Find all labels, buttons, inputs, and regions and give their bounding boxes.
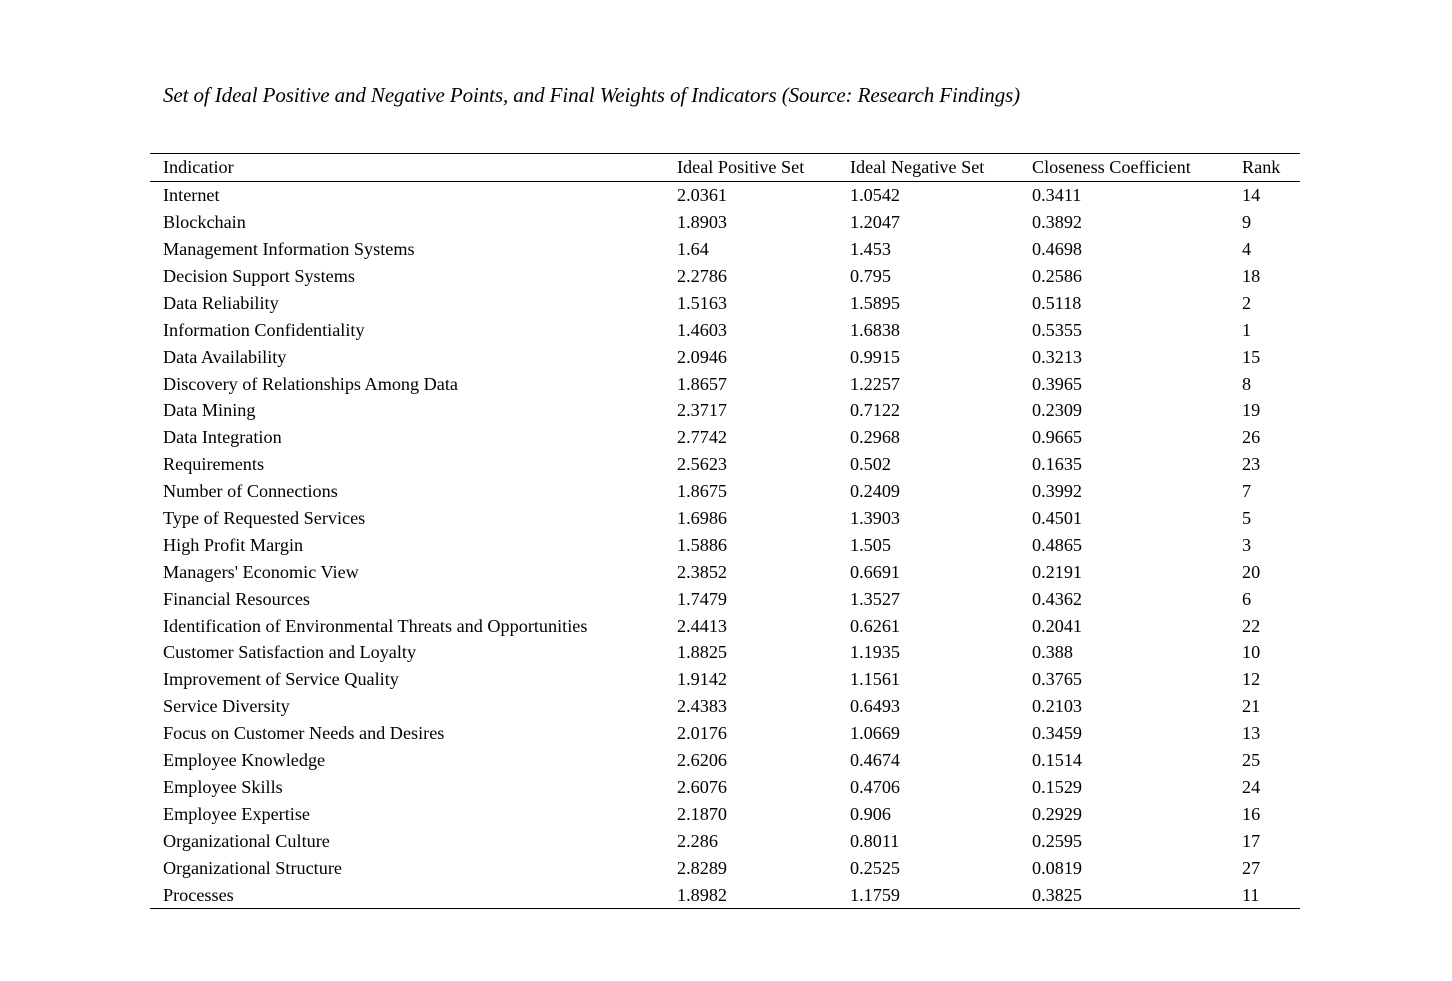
closeness-coefficient-cell: 0.3992 bbox=[1032, 481, 1083, 502]
closeness-coefficient-cell: 0.4362 bbox=[1032, 588, 1083, 609]
closeness-coefficient-cell: 0.3765 bbox=[1032, 669, 1083, 690]
indicator-cell: Data Integration bbox=[163, 427, 282, 448]
ideal-negative-cell: 0.8011 bbox=[850, 830, 900, 851]
ideal-positive-cell: 2.6206 bbox=[677, 750, 728, 771]
indicator-cell: Requirements bbox=[163, 454, 265, 475]
table-row bbox=[150, 424, 1300, 451]
closeness-coefficient-cell: 0.3825 bbox=[1032, 884, 1083, 905]
ideal-positive-cell: 2.5623 bbox=[677, 454, 728, 475]
closeness-coefficient-cell: 0.1529 bbox=[1032, 776, 1083, 797]
header-ideal-negative-set: Ideal Negative Set bbox=[850, 157, 985, 177]
closeness-coefficient-cell: 0.1635 bbox=[1032, 454, 1083, 475]
closeness-coefficient-cell: 0.4698 bbox=[1032, 239, 1083, 260]
closeness-coefficient-cell: 0.2191 bbox=[1032, 561, 1083, 582]
indicator-cell: Employee Knowledge bbox=[163, 750, 326, 771]
closeness-coefficient-cell: 0.3892 bbox=[1032, 212, 1083, 233]
rank-cell: 19 bbox=[1242, 400, 1261, 421]
indicator-cell: Blockchain bbox=[163, 212, 246, 233]
indicator-cell: Information Confidentiality bbox=[163, 319, 365, 340]
rank-cell: 27 bbox=[1242, 857, 1261, 878]
indicator-cell: Managers' Economic View bbox=[163, 561, 359, 582]
closeness-coefficient-cell: 0.2309 bbox=[1032, 400, 1083, 421]
ideal-negative-cell: 1.3903 bbox=[850, 508, 901, 529]
indicator-cell: Discovery of Relationships Among Data bbox=[163, 373, 458, 394]
table-row bbox=[150, 881, 1300, 908]
rank-cell: 24 bbox=[1242, 776, 1261, 797]
ideal-negative-cell: 1.5895 bbox=[850, 292, 901, 313]
table-row bbox=[150, 693, 1300, 720]
ideal-positive-cell: 2.4413 bbox=[677, 615, 728, 636]
table-row bbox=[150, 236, 1300, 263]
header-ideal-positive-set: Ideal Positive Set bbox=[677, 157, 805, 177]
indicator-cell: Internet bbox=[163, 185, 220, 206]
closeness-coefficient-cell: 0.5355 bbox=[1032, 319, 1083, 340]
ideal-positive-cell: 1.8903 bbox=[677, 212, 728, 233]
rank-cell: 11 bbox=[1242, 884, 1260, 905]
ideal-negative-cell: 0.6261 bbox=[850, 615, 901, 636]
ideal-negative-cell: 0.7122 bbox=[850, 400, 901, 421]
ideal-negative-cell: 0.795 bbox=[850, 266, 891, 287]
rank-cell: 3 bbox=[1242, 534, 1252, 555]
closeness-coefficient-cell: 0.3459 bbox=[1032, 723, 1083, 744]
ideal-negative-cell: 0.4674 bbox=[850, 750, 901, 771]
table-row bbox=[150, 182, 1300, 209]
ideal-positive-cell: 2.3852 bbox=[677, 561, 728, 582]
ideal-negative-cell: 0.4706 bbox=[850, 776, 901, 797]
ideal-positive-cell: 2.6076 bbox=[677, 776, 728, 797]
closeness-coefficient-cell: 0.9665 bbox=[1032, 427, 1083, 448]
ideal-positive-cell: 1.8657 bbox=[677, 373, 728, 394]
indicator-cell: Organizational Culture bbox=[163, 830, 330, 851]
ideal-positive-cell: 1.6986 bbox=[677, 508, 728, 529]
table-row bbox=[150, 343, 1300, 370]
table-body bbox=[150, 182, 1300, 909]
rank-cell: 4 bbox=[1242, 239, 1252, 260]
header-indicator: Indicatior bbox=[163, 157, 234, 177]
rank-cell: 21 bbox=[1242, 696, 1261, 717]
table-row bbox=[150, 397, 1300, 424]
indicator-cell: Decision Support Systems bbox=[163, 266, 355, 287]
closeness-coefficient-cell: 0.2929 bbox=[1032, 803, 1083, 824]
table-row bbox=[150, 747, 1300, 774]
table-row bbox=[150, 451, 1300, 478]
closeness-coefficient-cell: 0.3213 bbox=[1032, 346, 1083, 367]
ideal-negative-cell: 0.2525 bbox=[850, 857, 901, 878]
ideal-negative-cell: 1.2047 bbox=[850, 212, 901, 233]
ideal-positive-cell: 2.1870 bbox=[677, 803, 728, 824]
ideal-negative-cell: 1.0669 bbox=[850, 723, 901, 744]
rank-cell: 12 bbox=[1242, 669, 1261, 690]
rank-cell: 20 bbox=[1242, 561, 1261, 582]
table-row bbox=[150, 854, 1300, 881]
rank-cell: 18 bbox=[1242, 266, 1261, 287]
rank-cell: 15 bbox=[1242, 346, 1261, 367]
ideal-negative-cell: 0.2409 bbox=[850, 481, 901, 502]
closeness-coefficient-cell: 0.4501 bbox=[1032, 508, 1083, 529]
rank-cell: 14 bbox=[1242, 185, 1261, 206]
indicator-cell: Data Reliability bbox=[163, 292, 279, 313]
indicator-cell: Type of Requested Services bbox=[163, 508, 366, 529]
ideal-positive-cell: 1.9142 bbox=[677, 669, 728, 690]
ideal-positive-cell: 1.7479 bbox=[677, 588, 728, 609]
rank-cell: 17 bbox=[1242, 830, 1261, 851]
ideal-positive-cell: 1.8675 bbox=[677, 481, 728, 502]
table-row bbox=[150, 209, 1300, 236]
table-row bbox=[150, 505, 1300, 532]
ideal-negative-cell: 1.0542 bbox=[850, 185, 901, 206]
table-row bbox=[150, 290, 1300, 317]
ideal-negative-cell: 0.9915 bbox=[850, 346, 901, 367]
table-row bbox=[150, 827, 1300, 854]
indicator-cell: Management Information Systems bbox=[163, 239, 415, 260]
rank-cell: 5 bbox=[1242, 508, 1252, 529]
rank-cell: 13 bbox=[1242, 723, 1261, 744]
table-row bbox=[150, 774, 1300, 801]
indicators-table bbox=[150, 153, 1300, 909]
table-row bbox=[150, 666, 1300, 693]
ideal-positive-cell: 2.286 bbox=[677, 830, 718, 851]
indicator-cell: Employee Expertise bbox=[163, 803, 310, 824]
table-row bbox=[150, 263, 1300, 290]
rank-cell: 23 bbox=[1242, 454, 1261, 475]
ideal-positive-cell: 1.5886 bbox=[677, 534, 728, 555]
rank-cell: 26 bbox=[1242, 427, 1261, 448]
rank-cell: 2 bbox=[1242, 292, 1252, 313]
ideal-positive-cell: 2.0361 bbox=[677, 185, 728, 206]
table-row bbox=[150, 720, 1300, 747]
closeness-coefficient-cell: 0.1514 bbox=[1032, 750, 1083, 771]
table-caption: Set of Ideal Positive and Negative Points, and Final Weights of Indicators (Source: Research Findings) bbox=[163, 83, 1021, 107]
indicator-cell: Data Mining bbox=[163, 400, 256, 421]
ideal-negative-cell: 0.502 bbox=[850, 454, 891, 475]
rank-cell: 22 bbox=[1242, 615, 1261, 636]
ideal-negative-cell: 1.3527 bbox=[850, 588, 901, 609]
indicator-cell: Customer Satisfaction and Loyalty bbox=[163, 642, 417, 663]
table-row bbox=[150, 532, 1300, 559]
ideal-positive-cell: 2.4383 bbox=[677, 696, 728, 717]
rank-cell: 16 bbox=[1242, 803, 1261, 824]
ideal-negative-cell: 1.1935 bbox=[850, 642, 901, 663]
indicator-cell: Number of Connections bbox=[163, 481, 338, 502]
closeness-coefficient-cell: 0.5118 bbox=[1032, 292, 1082, 313]
closeness-coefficient-cell: 0.2103 bbox=[1032, 696, 1083, 717]
table-row bbox=[150, 585, 1300, 612]
header-row bbox=[150, 154, 1300, 182]
ideal-negative-cell: 1.2257 bbox=[850, 373, 901, 394]
ideal-positive-cell: 1.4603 bbox=[677, 319, 728, 340]
closeness-coefficient-cell: 0.3965 bbox=[1032, 373, 1083, 394]
ideal-positive-cell: 2.0176 bbox=[677, 723, 728, 744]
rank-cell: 1 bbox=[1242, 319, 1252, 340]
ideal-negative-cell: 1.6838 bbox=[850, 319, 901, 340]
closeness-coefficient-cell: 0.3411 bbox=[1032, 185, 1082, 206]
ideal-positive-cell: 1.5163 bbox=[677, 292, 728, 313]
rank-cell: 25 bbox=[1242, 750, 1261, 771]
table-row bbox=[150, 478, 1300, 505]
closeness-coefficient-cell: 0.0819 bbox=[1032, 857, 1083, 878]
ideal-negative-cell: 0.6691 bbox=[850, 561, 901, 582]
rank-cell: 6 bbox=[1242, 588, 1252, 609]
indicator-cell: High Profit Margin bbox=[163, 534, 304, 555]
ideal-negative-cell: 1.1759 bbox=[850, 884, 901, 905]
closeness-coefficient-cell: 0.2586 bbox=[1032, 266, 1083, 287]
ideal-positive-cell: 2.2786 bbox=[677, 266, 728, 287]
closeness-coefficient-cell: 0.388 bbox=[1032, 642, 1073, 663]
ideal-positive-cell: 1.64 bbox=[677, 239, 709, 260]
ideal-positive-cell: 2.8289 bbox=[677, 857, 728, 878]
ideal-positive-cell: 1.8825 bbox=[677, 642, 728, 663]
indicator-cell: Organizational Structure bbox=[163, 857, 342, 878]
closeness-coefficient-cell: 0.2595 bbox=[1032, 830, 1083, 851]
indicator-cell: Identification of Environmental Threats and Opportunities bbox=[163, 615, 588, 636]
table-row bbox=[150, 370, 1300, 397]
indicator-cell: Processes bbox=[163, 884, 234, 905]
closeness-coefficient-cell: 0.2041 bbox=[1032, 615, 1083, 636]
ideal-positive-cell: 2.7742 bbox=[677, 427, 728, 448]
ideal-positive-cell: 2.0946 bbox=[677, 346, 728, 367]
ideal-negative-cell: 0.906 bbox=[850, 803, 891, 824]
indicator-cell: Improvement of Service Quality bbox=[163, 669, 399, 690]
indicator-cell: Data Availability bbox=[163, 346, 287, 367]
indicator-cell: Employee Skills bbox=[163, 776, 283, 797]
table-row bbox=[150, 800, 1300, 827]
closeness-coefficient-cell: 0.4865 bbox=[1032, 534, 1083, 555]
rank-cell: 10 bbox=[1242, 642, 1261, 663]
table-row bbox=[150, 558, 1300, 585]
ideal-negative-cell: 0.6493 bbox=[850, 696, 901, 717]
rank-cell: 8 bbox=[1242, 373, 1252, 394]
table-row bbox=[150, 316, 1300, 343]
rank-cell: 7 bbox=[1242, 481, 1252, 502]
indicator-cell: Service Diversity bbox=[163, 696, 290, 717]
ideal-negative-cell: 1.1561 bbox=[850, 669, 901, 690]
table-row bbox=[150, 612, 1300, 639]
indicator-cell: Financial Resources bbox=[163, 588, 310, 609]
ideal-negative-cell: 1.453 bbox=[850, 239, 891, 260]
ideal-positive-cell: 1.8982 bbox=[677, 884, 728, 905]
table-header bbox=[150, 154, 1300, 182]
header-closeness-coefficient: Closeness Coefficient bbox=[1032, 157, 1191, 177]
table-row bbox=[150, 639, 1300, 666]
ideal-positive-cell: 2.3717 bbox=[677, 400, 728, 421]
header-rank: Rank bbox=[1242, 157, 1281, 177]
ideal-negative-cell: 1.505 bbox=[850, 534, 891, 555]
ideal-negative-cell: 0.2968 bbox=[850, 427, 901, 448]
indicator-cell: Focus on Customer Needs and Desires bbox=[163, 723, 445, 744]
rank-cell: 9 bbox=[1242, 212, 1252, 233]
